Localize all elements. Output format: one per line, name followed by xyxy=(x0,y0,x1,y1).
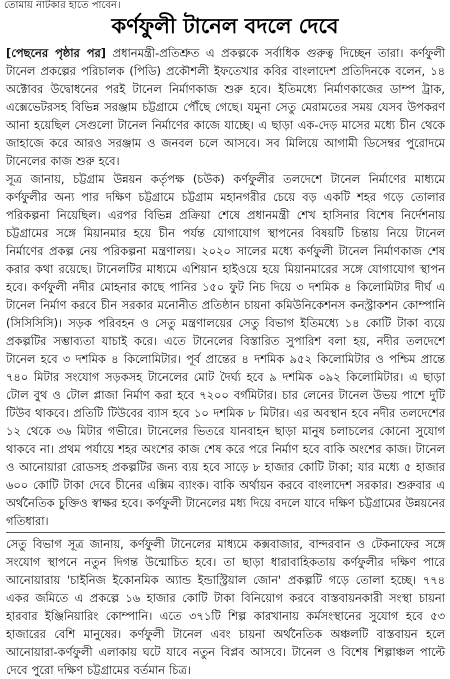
article-paragraph-2: সূত্র জানায়, চট্টগ্রাম উন্নয়ন কর্তৃপক্ষ (চউক) কর্ণফুলীর তলদেশে টানেল নির্মাণের মাধ্যমে কর্ণফুলীর অন্য পার দক্ষিণ চট্টগ্রামে চট্টগ্রাম মহানগরীর চেয়ে বড় একটি শহর গড়ে তোলার পরিকল্পনা নিয়েছিল। এরপর বিভিন্ন প্রক্রিয়া শেষে প্রধানমন্ত্রী শেখ হাসিনার বিশেষ নির্দেশনায় চট্টগ্রামের সঙ্গে মিয়ানমার হয়ে চীন পর্যন্ত যোগাযোগ স্থাপনের বিষয়টি চিন্তায় নিয়ে টানেল নির্মাণের প্রকল্প নেয় পরিকল্পনা মন্ত্রণালয়। ২০২০ সালের মধ্যে কর্ণফুলী টানেল নির্মাণকাজ শেষ করার কথা রয়েছে। টানেলটির মাধ্যমে এশিয়ান হাইওয়ে হয়ে মিয়ানমারের সঙ্গে যোগাযোগ স্থাপন হবে। কর্ণফুলী নদীর মোহনার কাছে পানির ১৫০ ফুট নিচ দিয়ে ৩ দশমিক ৪ কিলোমিটার দীর্ঘ এ টানেল নির্মাণ করবে চীন সরকার মনোনীত প্রতিষ্ঠান চায়না কমিউনিকেশনস কনস্ট্রাকশন কোম্পানি (সিসিসিসি)। সড়ক পরিবহন ও সেতু মন্ত্রণালয়ের সেতু বিভাগ ইতিমধ্যে ১৪ কোটি টাকা ব্যয়ে প্রকল্পটির সম্ভাব্যতা যাচাই করে। এতে টানেলের বিস্তারিত সুপারিশ বলা হয়, নদীর তলদেশে টানেল হবে ৩ দশমিক ৪ কিলোমিটার। পূর্ব প্রান্তের ৪ দশমিক ৯৫২ কিলোমিটার ও পশ্চিম প্রান্তে ৭৪০ মিটার সংযোগ সড়কসহ টানেলের মোট দৈর্ঘ্য হবে ৯ দশমিক ০৯২ কিলোমিটার। এ ছাড়া টোল বুথ ও টোল প্লাজা নির্মাণ করা হবে ৭২০০ বর্গমিটার। চার লেনের টানেল উভয় পাশে দুটি টিউব থাকবে। প্রতিটি টিউবের ব্যাস হবে ১০ দশমিক ৮ মিটার। এর অবস্থান হবে নদীর তলদেশের ১২ থেকে ৩৬ মিটার গভীরে। টানেলের ভিতরে যানবাহন ছাড়া মানুষ চলাচলের কোনো সুযোগ থাকবে না। প্রথম পর্যায়ে শহর অংশের কাজ শেষ করে পরে নির্মাণ হবে বাকি অংশের কাজ। টানেল ও আনোয়ারা রোডসহ প্রকল্পটির জন্য ব্যয় হবে সাড়ে ৮ হাজার কোটি টাকা; যার মধ্যে ৫ হাজার ৬০০ কোটি টাকা দেবে চীনের এক্সিম ব্যাংক। বাকি অর্থায়ন করবে বাংলাদেশ সরকার। শুরুবার এ অর্থনৈতিক চুক্তিও স্বাক্ষর হবে। কর্ণফুলী টানেলের মধ্য দিয়ে বদলে যাবে দক্ষিণ চট্টগ্রামের উন্নয়নের গতিধারা। xyxy=(6,172,445,528)
paragraph-divider xyxy=(6,532,445,533)
continued-from-label: [পেছনের পৃষ্ঠার পর] xyxy=(6,46,106,60)
paragraph-text: প্রধানমন্ত্রী-প্রতিশ্রুত এ প্রকল্পকে সর্বাধিক গুরুত্ব দিচ্ছেন তারা। কর্ণফুলী টানেল প্রকল্পের পরিচালক (পিডি) প্রকৌশলী ইফতেখার কবির বাংলাদেশ প্রতিদিনকে বলেন, ১৪ অক্টোবর উদ্বোধনের পরই টানেল নির্মাণকাজ শুরু হবে। ইতিমধ্যে নির্মাণকাজের ডাম্প ট্রাক, এক্সেভেটরসহ বিভিন্ন সরঞ্জাম চট্টগ্রামে পৌঁছে গেছে। যমুনা সেতু মেরামতের সময় যেসব উপকরণ আনা হয়েছিল সেগুলো টানেল নির্মাণের কাজে যাচ্ছে। এ ছাড়া এক-দেড় মাসের মধ্যে চীন থেকে জাহাজে করে আরও সরঞ্জাম ও জনবল চলে আসবে। সব মিলিয়ে আগামী ডিসেম্বর পুরোদমে টানেলের কাজ শুরু হবে। xyxy=(6,46,445,168)
article-headline: কর্ণফুলী টানেল বদলে দেবে xyxy=(111,14,339,38)
article-body xyxy=(6,44,445,677)
article-paragraph-3: সেতু বিভাগ সূত্র জানায়, কর্ণফুলী টানেলের মাধ্যমে কক্সবাজার, বান্দরবান ও টেকনাফের সঙ্গে সংযোগ স্থাপনে নতুন দিগন্ত উন্মোচিত হবে। তা ছাড়া ধারাবাহিকতায় কর্ণফুলীর দক্ষিণ পারে আনোয়ারায় 'চাইনিজ ইকোনমিক অ্যান্ড ইন্ডাস্ট্রিয়াল জোন' প্রকল্পটি গড়ে তোলা হচ্ছে। ৭৭৪ একর জমিতে এ প্রকল্পে ১৬ হাজার কোটি টাকা বিনিয়োগ করবে বাস্তবায়নকারী সংস্থা চায়না হারবার ইঞ্জিনিয়ারিং কোম্পানি। এতে ৩৭১টি শিল্প কারখানায় কর্মসংস্থানের সুযোগ হবে ৫৩ হাজারের বেশি মানুষের। কর্ণফুলী টানেল এবং চায়না অর্থনৈতিক অঞ্চলটি বাস্তবায়ন হলে আনোয়ারা-কর্ণফুলী এলাকায় ঘটে যাবে নতুন বিপ্লব আসবে। টানেল ও বিশেষ শিল্পাঞ্চল পাল্টে দেবে পুরো দক্ষিণ চট্টগ্রামের বর্তমান চিত্র। xyxy=(6,537,445,677)
cut-off-text-fragment: তোমায় নাটকার হাতে পাবেন। xyxy=(4,0,121,11)
article-paragraph-1 xyxy=(6,44,445,170)
